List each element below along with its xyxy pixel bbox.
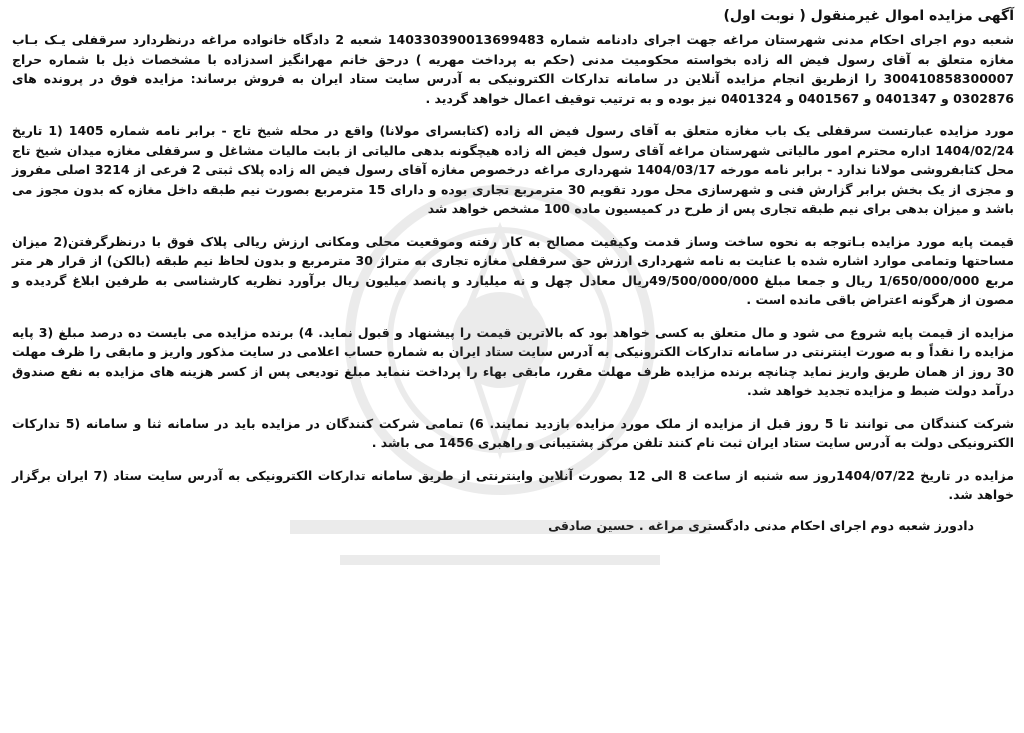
notice-title: آگهی مزایده اموال غیرمنقول ( نوبت اول) [723, 8, 1014, 24]
notice-paragraph-property: مورد مزایده عبارتست سرقفلی یک باب مغازه متعلق به آقای رسول فیض اله زاده (کتابسرای مولانا) واقع در محله شیخ تاج - برابر نامه شماره 1405 (1 تاریخ 1404/02/24 اداره محترم امور مالیاتی شهرستان مراغه آقای رسول فیض اله زاده هیچگونه بدهی مالیاتی از بابت مالیات مشاغل و سرقفلی مغازه میدان شیخ تاج محل کتابفروشی مولانا ندارد - برابر نامه مورخه 1404/03/17 شهرداری مراغه درخصوص مغازه آقای رسول فیض اله زاده پلاک ثبتی 2 فرعی از 3214 اصلی مفروز و مجزی از یک بخش برابر گزارش فنی و شهرسازی محل مورد تقویم 30 مترمربع تجاری بوده و دارای 15 مترمربع بصورت نیم طبقه داخل مغازه که بدون مجوز می باشد و میزان بدهی برای نیم طبقه تجاری پس از طرح در کمیسیون ماده 100 مشخص خواهد شد [12, 123, 1015, 216]
notice-paragraph-base-price: قیمت پایه مورد مزایده بـاتوجه به نحوه ساخت وساز قدمت وکیفیت مصالح به کار رفته وموقعیت محلی ومکانی ارزش ریالی پلاک فوق با درنظرگرفتن(2 میزان مساحتها وتمامی موارد اشاره شده با عنایت به نامه شهرداری ارزش حق سرقفلی مغازه تجاری به متراژ 30 مترمربع و بدون لحاظ نیم طبقه (بالکن) از قرار هر متر مربع 1/650/000/000 ریال و جمعا مبلغ 49/500/000/000ریال معادل چهل و نه میلیارد و پانصد میلیون ریال برآورد نظریه کارشناسی به طرفین ابلاغ گردیده و مصون از هرگونه اعتراض باقی مانده است . [12, 233, 1015, 307]
notice-paragraph-registration: شرکت کنندگان می توانند تا 5 روز قبل از مزایده از ملک مورد مزایده بازدید نمایند. 6) تمامی شرکت کنندگان در مزایده باید در سامانه ثنا و سامانه (5 تدارکات الکترونیکی دولت به آدرس سایت ستاد ایران ثبت نام کنند تلفن مرکز پشتیبانی و راهبری 1456 می باشد . [12, 415, 1015, 450]
notice-paragraph-date: مزایده در تاریخ 1404/07/22روز سه شنبه از ساعت 8 الی 12 بصورت آنلاین واینترنتی از طریق سامانه تدارکات الکترونیکی به آدرس سایت ستاد (7 ایران برگزار خواهد شد. [12, 467, 1014, 502]
notice-paragraph-intro: شعبه دوم اجرای احکام مدنی شهرستان مراغه جهت اجرای دادنامه شماره 140330390013699483 شعبه 2 دادگاه خانواده مراغه درنظردارد سرقفلی یـک بـاب مغازه متعلق به آقای رسول فیض اله زاده بخواسته محکومیت مدنی (حکم به پرداخت مهریه ) درحق خانم مهرانگیز اسدزاده با مشخصات ذیل با شماره حراج 300410858300007 را ازطریق انجام مزایده آنلاین در سامانه تدارکات الکترونیکی به آدرس سایت ستاد ایران به فروش برساند: مزایده فوق در پرونده های 0302876 و 0401347 و 0401567 و 0401324 نیز بوده و به ترتیب توقیف اعمال خواهد گردید . [12, 32, 1014, 106]
notice-signature: دادورز شعبه دوم اجرای احکام مدنی دادگستری مراغه . حسین صادقی [548, 517, 974, 533]
notice-paragraph-payment: مزایده از قیمت پایه شروع می شود و مال متعلق به کسی خواهد بود که بالاترین قیمت را پیشنهاد و قبول نماید. 4) برنده مزایده می بایست ده درصد مبلغ (3 پایه مزایده را نقداً و به صورت اینترنتی در سامانه تدارکات الکترونیکی به آدرس سایت ستاد ایران به شماره حساب اعلامی در سایت مذکور واریز و مابقی را ظرف مهلت 30 روز از همان طریق واریز نماید چنانچه برنده مزایده ظرف مهلت مقرر، مابقی بهاء را پرداخت ننماید مبلغ تودیعی پس از کسر هزینه های مزایده به نفع صندوق درآمد دولت ضبط و مزایده تجدید خواهد شد. [12, 324, 1015, 398]
